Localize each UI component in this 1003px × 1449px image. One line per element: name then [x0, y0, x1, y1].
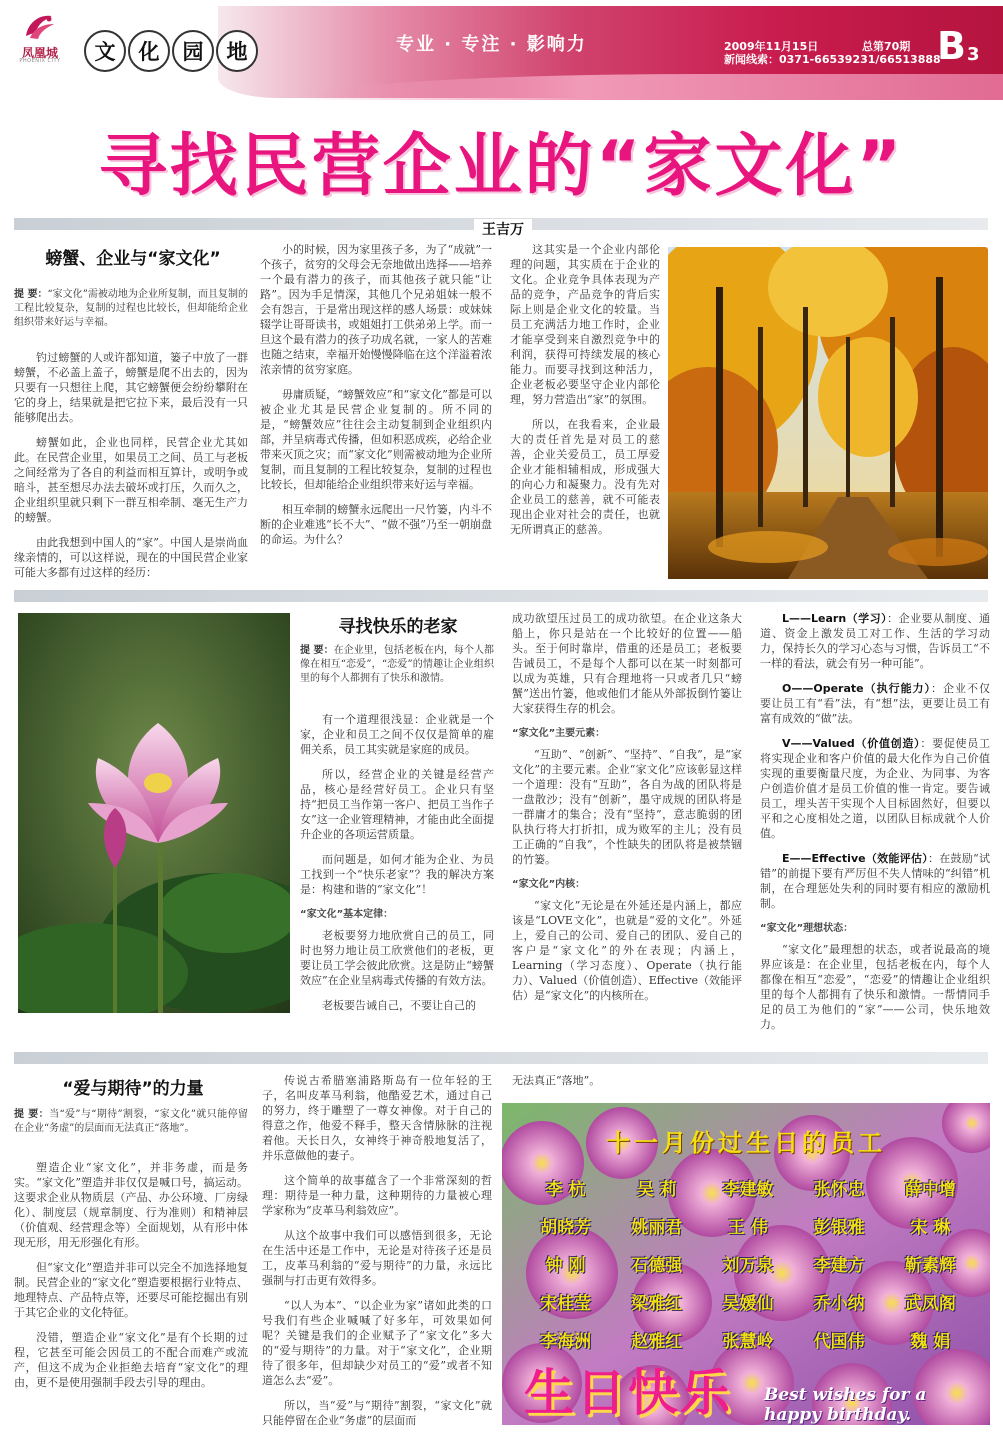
employee-name: 薛中增: [904, 1180, 956, 1200]
page-letter: B: [937, 24, 966, 68]
subheading: “家文化”主要元素：: [512, 728, 606, 739]
term-operate: O——Operate（执行能力）: [782, 682, 932, 695]
birthday-english-wish: Best wishes for a happy birthday.: [764, 1385, 927, 1425]
term-effective: E——Effective（效能评估）: [782, 852, 928, 865]
employee-name: 靳素辉: [904, 1256, 956, 1276]
employee-name: 梁雅红: [631, 1294, 683, 1314]
employee-name: 张慧岭: [722, 1332, 774, 1352]
paragraph: 无法真正“落地”。: [512, 1074, 601, 1087]
paragraph: 相互牵制的螃蟹永远爬出一尺竹篓，内斗不断的企业难逃“长不大”、“做不强”乃至一朝崩盘的命运。为什么？: [260, 503, 492, 546]
slogan: 专业 · 专注 · 影响力: [396, 34, 587, 55]
employee-name: 魏 娟: [910, 1332, 951, 1352]
employee-name: 姚丽君: [631, 1218, 683, 1238]
article2-title: 寻找快乐的老家: [338, 617, 458, 637]
issue-number: 总第70期: [862, 40, 911, 53]
employee-name: 宋 琳: [910, 1218, 951, 1238]
paragraph: 成功欲望压过员工的成功欲望。在企业这条大船上，你只是站在一个比较好的位置——船头。至于何时靠岸，借重的还是员工；老板要告诫员工，不是每个人都可以在某一时刻都可以成为英雄，只有合理地将一只或者几只“螃蟹”送出竹篓，他或他们才能从外部扳倒竹篓让大家获得生存的机会。: [512, 612, 742, 715]
logo-text: 凤凰城: [21, 46, 58, 60]
article3-column-2: [262, 1073, 492, 1438]
section-char: 化: [128, 30, 170, 72]
subheading: “家文化”理想状态：: [760, 923, 854, 934]
paragraph: 小的时候，因为家里孩子多，为了“成就”一个孩子，贫穷的父母会无奈地做出选择——培养一个最有潜力的孩子，而其他孩子就只能“让路”。因为手足情深，其他几个兄弟姐妹一般不会有怨言，于是常出现这样的感人场景：或妹妹辍学让哥哥读书，或姐姐打工供弟弟上学。而一旦这个最有潜力的孩子功成名就，一家人的苦难也随之结束，幸福开始慢慢降临在这个洋溢着浓浓亲情的贫穷家庭。: [260, 243, 492, 376]
employee-name: 吴 莉: [636, 1180, 677, 1200]
article3-abstract: [14, 1108, 248, 1136]
article1-title: 螃蟹、企业与“家文化”: [45, 249, 221, 269]
birthday-names-grid: [522, 1175, 974, 1352]
abstract-text: 在企业里，包括老板在内，每个人都像在相互“恋爱”，“恋爱”的情趣让企业组织里的每个人都拥有了快乐和激情。: [300, 645, 495, 684]
phoenix-logo-icon: [22, 12, 56, 42]
section-char: 文: [84, 30, 126, 72]
lotus-flower-photo: [18, 613, 290, 1013]
paragraph: 由此我想到中国人的“家”。中国人是崇尚血缘亲情的，可以这样说，现在的中国民营企业家可能大多都有过这样的经历：: [14, 536, 248, 579]
term-valued: V——Valued（价值创造）: [782, 737, 921, 750]
paragraph: 这其实是一个企业内部伦理的问题，其实质在于企业的文化。企业竞争具体表现为产品的竞争，产品竞争的背后实际上则是企业文化的较量。当员工充满活力地工作时，企业才能享受到来自激烈竞争中的利润，获得可持续发展的核心能力。而要寻找到这种活力，企业老板必要坚守企业内部伦理，努力营造出“家”的氛围。: [510, 243, 660, 406]
paragraph: 所以，经营企业的关键是经营产品，核心是经营好员工。企业只有坚持“把员工当作第一客户、把员工当作子女”这一企业管理精神，才能由此全面提升企业的各项运营质量。: [300, 768, 494, 841]
paragraph: “家文化”无论是在外延还是内涵上，都应该是“LOVE文化”，也就是“爱的文化”。外延上，爱自己的公司、爱自己的团队、爱自己的客户是“家文化”的外在表现；内涵上，Learning（学习态度）、Operate（执行能力）、Valued（价值创造）、Effective（效能评估）是“家文化”的内核所在。: [512, 899, 742, 1002]
term-text: ：企业要从制度、通道、资金上激发员工对工作、生活的学习动力，保持长久的学习心态与习惯，告诉员工“不一样的看法，就会有另一种可能”。: [760, 612, 990, 670]
term-text: ：要促使员工将实现企业和客户价值的最大化作为自己价值实现的重要衡量尺度，为企业、为同事、为客户创造价值才是员工价值的惟一肯定。要告诫员工，埋头苦干实现个人目标固然好，但要以平和之心度相处之道，以团队目标成就个人价值。: [760, 737, 991, 840]
term-paragraph: [760, 681, 990, 726]
article1-abstract: [14, 288, 248, 330]
subheading: “家文化”基本定律：: [300, 909, 394, 920]
employee-name: 武凤阁: [904, 1294, 956, 1314]
article1-column-1: [14, 350, 248, 590]
employee-name: 胡晓芳: [540, 1218, 592, 1238]
section-divider-bar: [14, 1052, 988, 1064]
birthday-card: [502, 1103, 990, 1425]
paragraph: 没错，塑造企业“家文化”是有个长期的过程，它甚至可能会因员工的不配合而难产或流产，但这不成为企业拒绝去培育“家文化”的理由，更不是使用强制手段去引导的理由。: [14, 1331, 248, 1389]
article1-column-2: [260, 242, 492, 557]
article3-column-1: [14, 1160, 248, 1400]
paragraph: “互助”、“创新”、“坚持”、“自我”，是“家文化”的主要元素。企业“家文化”应该彰显这样一个道理：没有“互助”，各自为战的团队将是一盘散沙；没有“创新”，墨守成规的团队将是一群庸才的集合；没有“坚持”，意志脆弱的团队执行将大打折扣，成为败军的主儿；没有员工正确的“自我”，个性缺失的团队将是被禁锢的竹篓。: [512, 748, 742, 866]
paragraph: 毋庸质疑，“螃蟹效应”和“家文化”都是可以被企业尤其是民营企业复制的。所不同的是，“螃蟹效应”往往会主动复制到企业组织内部，并呈病毒式传播，但如积恶成疾，必给企业带来灭顶之灾；而“家文化”则需被动地为企业所复制，而且复制的工程比较复杂，复制的过程也比较长，但却能给企业组织带来好运与幸福。: [260, 388, 492, 491]
term-text: ：企业不仅要让员工有“看”法，有“想”法，更要让员工有富有成效的“做”法。: [760, 682, 991, 725]
section-divider-bar: [14, 590, 988, 602]
birthday-title: 十一月份过生日的员工: [606, 1129, 886, 1157]
paragraph: 但“家文化”塑造并非可以完全不加选择地复制。民营企业的“家文化”塑造要根据行业特点、地理特点、产品特点等，还要尽可能挖掘出有别于其它企业的文化特征。: [14, 1261, 248, 1319]
term-text: ：在鼓励“试错”的前提下要有严厉但不失人情味的“纠错”机制，在合理惩处失利的同时要有相应的激励机制。: [760, 852, 990, 910]
main-headline: 寻找民营企业的“家文化”: [98, 127, 905, 206]
paragraph: “以人为本”、“以企业为家”诸如此类的口号我们有些企业喊喊了好多年，可效果如何呢？关键是我们的企业赋予了“家文化”多大的“爱与期待”的力量。对于“家文化”，企业期待了很多年，但却缺少对员工的“爱”或者不知道怎么去“爱”。: [262, 1299, 492, 1387]
paragraph: 螃蟹如此，企业也同样，民营企业尤其如此。在民营企业里，如果员工之间、员工与老板之间经常为了各自的利益而相互算计，或明争或暗斗，甚至想尽办法去破坏或打压，久而久之，企业组织里就只剩下一群互相牵制、毫无生产力的螃蟹。: [14, 436, 248, 524]
autumn-forest-photo: [668, 247, 988, 579]
paragraph: 塑造企业“家文化”，并非务虚，而是务实。“家文化”塑造并非仅仅是喊口号，搞运动。这要求企业从物质层（产品、办公环境、厂房绿化）、制度层（规章制度、行为准则）和精神层（价值观、经营理念等）全面规划，从有形中体现无形，用无形强化有形。: [14, 1161, 248, 1249]
paragraph: 老板要努力地欣赏自己的员工，同时也努力地让员工欣赏他们的老板，更要让员工学会彼此欣赏。这是防止“螃蟹效应”在企业呈病毒式传播的有效方法。: [300, 929, 494, 987]
paragraph: 从这个故事中我们可以感悟到很多，无论在生活中还是工作中，无论是对待孩子还是员工，皮革马利翁的“爱与期待”的力量，永远比强制与打击更有效得多。: [262, 1229, 492, 1287]
paragraph: 传说古希腊塞浦路斯岛有一位年轻的王子，名叫皮革马利翁，他酷爱艺术，通过自己的努力，终于雕塑了一尊女神像。对于自己的得意之作，他爱不释手，整天含情脉脉的注视着他。天长日久，女神终于神奇般地复活了，并乐意做他的妻子。: [262, 1074, 492, 1162]
article2-column-1: [300, 712, 494, 1023]
article1-column-3: [510, 242, 660, 547]
section-char: 园: [172, 30, 214, 72]
paragraph: 所以，当“爱”与“期待”割裂，“家文化”就只能停留在企业“务虚”的层面而: [262, 1399, 492, 1427]
employee-name: 王 伟: [728, 1218, 768, 1238]
logo-subtext: PHOENIX CITY: [19, 58, 61, 64]
happy-birthday-text: 生日快乐: [524, 1364, 732, 1422]
article3-title: “爱与期待”的力量: [62, 1079, 204, 1099]
abstract-text: “家文化”需被动地为企业所复制，而且复制的工程比较复杂，复制的过程也比较长，但却能给企业组织带来好运与幸福。: [14, 289, 248, 328]
abstract-label: 提 要：: [14, 289, 48, 300]
employee-name: 宋桂莹: [540, 1294, 592, 1314]
employee-name: 李 杭: [545, 1180, 586, 1200]
employee-name: 代国伟: [813, 1332, 865, 1352]
employee-name: 石德强: [631, 1256, 683, 1276]
paragraph: 这个简单的故事蕴含了一个非常深刻的哲理：期待是一种力量，这种期待的力量被心理学家称为“皮革马利翁效应”。: [262, 1174, 492, 1217]
term-paragraph: [760, 736, 990, 841]
term-learn: L——Learn（学习）: [782, 612, 888, 625]
employee-name: 李海洲: [540, 1332, 592, 1352]
term-paragraph: [760, 851, 990, 911]
article3-column-3: [512, 1073, 712, 1098]
section-char: 地: [216, 30, 258, 72]
paragraph: 所以，在我看来，企业最大的责任首先是对员工的慈善，企业关爱员工，员工厚爱企业才能相辅相成，形成强大的向心力和凝聚力。没有先对企业员工的慈善，就不可能表现出企业对社会的责任，也就无所谓真正的慈善。: [510, 418, 660, 536]
abstract-label: 提 要：: [14, 1109, 50, 1120]
employee-name: 张怀忠: [813, 1180, 865, 1200]
employee-name: 钟 刚: [545, 1256, 586, 1276]
employee-name: 赵雅红: [631, 1332, 683, 1352]
paragraph: 钓过螃蟹的人或许都知道，篓子中放了一群螃蟹，不必盖上盖子，螃蟹是爬不出去的，因为只要有一只想往上爬，其它螃蟹便会纷纷攀附在它的身上，结果就是把它拉下来，最后没有一只能够爬出去。: [14, 351, 248, 424]
abstract-text: 当“爱”与“期待”割裂，“家文化”就只能停留在企业“务虚”的层面而无法真正“落地”。: [14, 1109, 248, 1134]
paragraph: “家文化”最理想的状态，或者说最高的境界应该是：在企业里，包括老板在内，每个人都像在相互“恋爱”，“恋爱”的情趣让企业组织里的每个人都拥有了快乐和激情。一帮情同手足的员工为他们的“家”——公司，快乐地效力。: [760, 943, 990, 1031]
author-byline: 王吉万: [474, 219, 532, 239]
news-hotline: 新闻线索：0371-66539231/66513888: [724, 53, 941, 66]
paragraph: 老板要告诫自己，不要让自己的: [322, 999, 476, 1012]
issue-date: 2009年11月15日: [724, 40, 819, 53]
paragraph: 而问题是，如何才能为企业、为员工找到一个“快乐老家”？我的解决方案是：构建和谐的“家文化”！: [300, 853, 494, 896]
article2-column-3: [760, 611, 990, 1042]
section-name: [84, 30, 258, 70]
employee-name: 李建方: [813, 1256, 865, 1276]
abstract-label: 提 要：: [300, 645, 334, 656]
paragraph: 有一个道理很浅显：企业就是一个家，企业和员工之间不仅仅是简单的雇佣关系，员工其实就是家庭的成员。: [300, 713, 494, 756]
employee-name: 彭银雅: [813, 1218, 865, 1238]
article2-abstract: [300, 644, 494, 686]
subheading: “家文化”内核：: [512, 879, 586, 890]
term-paragraph: [760, 611, 990, 671]
employee-name: 乔小纳: [813, 1294, 865, 1314]
employee-name: 李建敏: [722, 1180, 774, 1200]
article2-column-2: [512, 611, 742, 1013]
employee-name: 吴媛仙: [722, 1294, 774, 1314]
employee-name: 刘万泉: [722, 1256, 774, 1276]
page-number: 3: [967, 44, 980, 65]
